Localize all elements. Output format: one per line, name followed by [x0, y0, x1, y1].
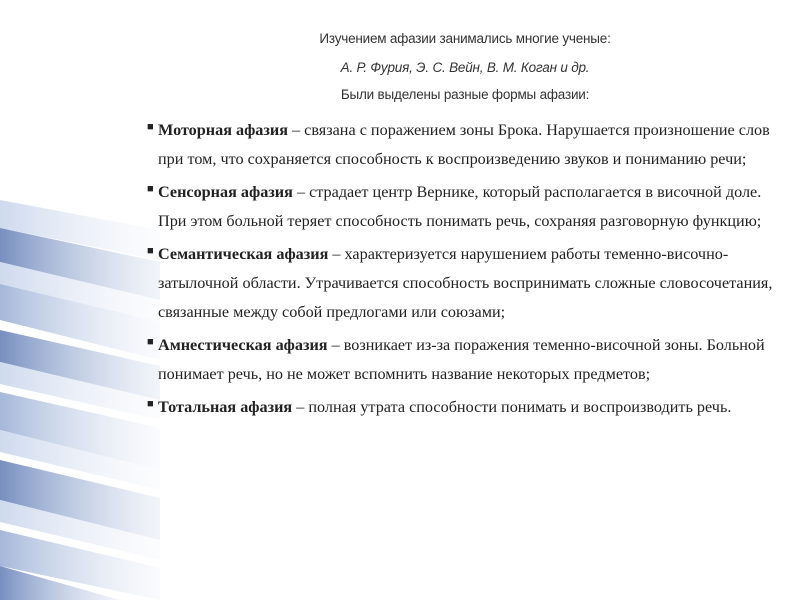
- square-bullet-icon: ■: [147, 336, 154, 348]
- intro-line-forms: Были выделены разные формы афазии:: [340, 87, 590, 102]
- square-bullet-icon: ■: [147, 398, 154, 410]
- term-label: Моторная афазия: [158, 121, 288, 139]
- term-label: Семантическая афазия: [158, 245, 329, 263]
- square-bullet-icon: ■: [147, 121, 154, 133]
- term-description: – страдает центр Вернике, который располагается в височной доле. При этом больной теряет способность понимать речь, сохраняя разговорную функцию;: [158, 183, 762, 230]
- square-bullet-icon: ■: [147, 183, 154, 195]
- intro-line-scholars: Изучением афазии занимались многие ученые:: [319, 31, 611, 46]
- term-label: Тотальная афазия: [158, 398, 293, 416]
- square-bullet-icon: ■: [147, 245, 154, 257]
- term-label: Сенсорная афазия: [158, 183, 293, 201]
- aphasia-types-list: [148, 116, 793, 422]
- list-item-motor-aphasia: [148, 116, 793, 174]
- list-item-total-aphasia: [148, 393, 793, 422]
- list-item-sensory-aphasia: [148, 178, 793, 236]
- term-description: – полная утрата способности понимать и воспроизводить речь.: [292, 398, 732, 416]
- list-item-semantic-aphasia: [148, 240, 793, 327]
- term-description: – возникает из-за поражения теменно-височной зоны. Больной понимает речь, но не может вспомнить название некоторых предметов;: [158, 336, 765, 383]
- list-item-amnestic-aphasia: [148, 331, 793, 389]
- term-label: Амнестическая афазия: [158, 336, 328, 354]
- term-description: – связана с поражением зоны Брока. Нарушается произношение слов при том, что сохраняется способность к воспроизведению звуков и пониманию речи;: [158, 121, 770, 168]
- intro-line-names: А. Р. Фурия, Э. С. Вейн, В. М. Коган и др.: [340, 60, 590, 75]
- term-description: – характеризуется нарушением работы теменно-височно-затылочной области. Утрачивается способность воспринимать сложные словосочетания, связанные между собой предлогами или союзами;: [158, 245, 773, 321]
